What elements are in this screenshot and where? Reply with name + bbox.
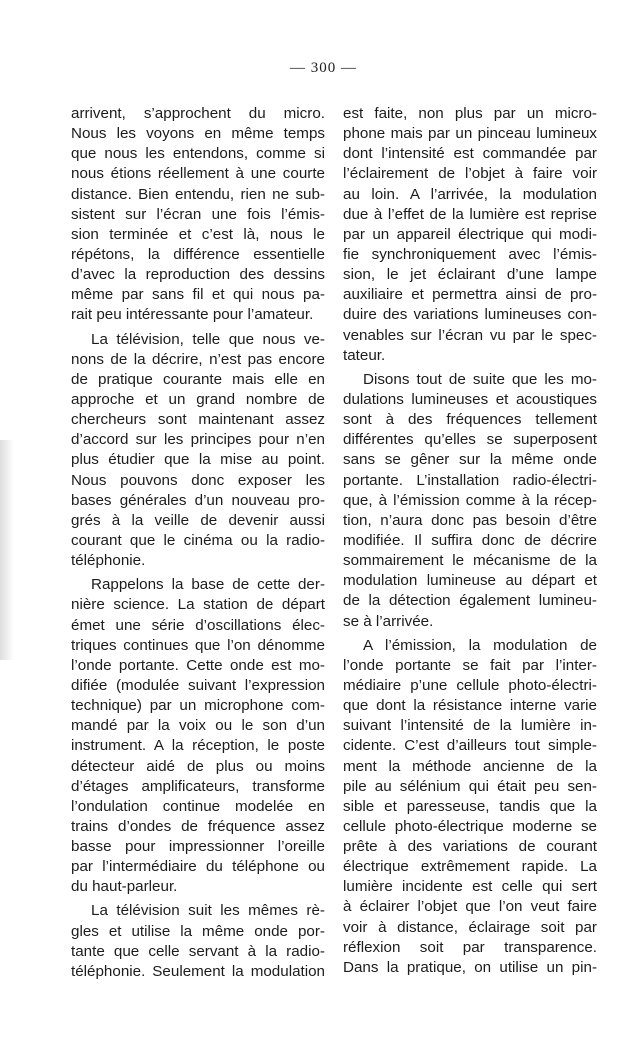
text-line: voir à distance, éclairage soit par bbox=[343, 918, 597, 936]
text-line: rait peu intéressante pour l’amateur. bbox=[71, 306, 314, 324]
page-number: — 300 — bbox=[290, 60, 357, 76]
page-edge-shadow bbox=[0, 440, 14, 660]
text-line: trains d’ondes de fréquence assez bbox=[71, 817, 325, 835]
text-line: tante que celle servant à la radio- bbox=[71, 942, 325, 960]
text-line: téléphonie. Seulement la modulation bbox=[71, 962, 325, 980]
text-line: émet une série d’oscillations élec- bbox=[71, 616, 325, 634]
text-line: portante. L’installation radio-électri- bbox=[343, 471, 597, 489]
text-line: distance. Bien entendu, rien ne sub- bbox=[71, 185, 325, 203]
text-line: sans se gêner sur la même onde bbox=[343, 451, 597, 469]
text-line: nous étions réellement à une courte bbox=[71, 165, 325, 183]
text-line: l’éclairement de l’objet à faire voir bbox=[343, 165, 597, 183]
text-line: détecteur aidé de plus ou moins bbox=[71, 757, 325, 775]
text-line: basse pour impressionner l’oreille bbox=[71, 838, 325, 856]
text-line: que nous les entendons, comme si bbox=[71, 145, 325, 163]
text-line: tion, n’aura donc pas besoin d’être bbox=[343, 511, 597, 529]
text-line: pile au sélénium qui était peu sen- bbox=[343, 777, 597, 795]
text-line: instrument. A la réception, le poste bbox=[71, 737, 325, 755]
text-line: que dont la résistance interne varie bbox=[343, 697, 597, 715]
text-line: phone mais par un pinceau lumineux bbox=[343, 125, 597, 143]
text-line: différentes qu’elles se superposent bbox=[343, 431, 597, 449]
text-line: se à l’arrivée. bbox=[343, 612, 434, 630]
text-line: arrivent, s’approchent du micro. bbox=[71, 105, 325, 122]
text-line: que, à l’émission comme à la récep- bbox=[343, 491, 597, 509]
text-line: prête à des variations de courant bbox=[343, 838, 597, 856]
text-line: d’avec la reproduction des dessins bbox=[71, 266, 325, 284]
text-line: sible et paresseuse, tandis que la bbox=[343, 797, 597, 815]
text-line: venables sur l’écran vu par le spec- bbox=[343, 326, 597, 344]
text-line: grés à la veille de devenir aussi bbox=[71, 511, 325, 529]
text-line: l’onde portante. Cette onde est mo- bbox=[71, 656, 325, 674]
text-line: technique) par un microphone com- bbox=[71, 697, 325, 715]
text-line: cidente. C’est d’ailleurs tout simple- bbox=[343, 737, 597, 755]
text-line: sommairement le mécanisme de la bbox=[343, 552, 597, 570]
text-line: chercheurs sont maintenant assez bbox=[71, 411, 325, 429]
text-line: Nous pouvons donc exposer les bbox=[71, 471, 325, 489]
text-line: lumière incidente est celle qui sert bbox=[343, 878, 597, 896]
right-column bbox=[343, 104, 597, 978]
text-line: répétons, la différence essentielle bbox=[71, 245, 325, 263]
text-line: nons de la décrire, n’est pas encore bbox=[71, 350, 325, 368]
text-line: même par sans fil et qui nous pa- bbox=[71, 286, 325, 304]
text-line: auxiliaire et permettra ainsi de pro- bbox=[343, 286, 597, 304]
left-column bbox=[71, 104, 325, 982]
text-line: sion, le jet éclairant d’une lampe bbox=[343, 266, 597, 284]
text-line: due à l’effet de la lumière est reprise bbox=[343, 205, 597, 223]
text-line: courant que le cinéma ou la radio- bbox=[71, 531, 325, 549]
text-line: suivant l’intensité de la lumière in- bbox=[343, 717, 597, 735]
text-line: l’onde portante se fait par l’inter- bbox=[343, 656, 597, 674]
text-line: sion terminée et c’est là, nous le bbox=[71, 225, 325, 243]
text-line: triques continues que l’on dénomme bbox=[71, 636, 325, 654]
text-line: de pratique courante mais elle en bbox=[71, 370, 325, 388]
text-line: nière science. La station de départ bbox=[71, 596, 325, 614]
text-line: est faite, non plus par un micro- bbox=[343, 105, 597, 122]
text-line: cellule photo-électrique moderne se bbox=[343, 817, 597, 835]
text-line: ment la méthode ancienne de la bbox=[343, 757, 597, 775]
text-line: tateur. bbox=[343, 346, 386, 364]
text-line: de la détection également lumineu- bbox=[343, 592, 597, 610]
paragraph bbox=[343, 370, 597, 632]
text-line: par un appareil électrique qui modi- bbox=[343, 225, 597, 243]
paragraph bbox=[343, 104, 597, 366]
text-line: sistent sur l’écran une fois l’émis- bbox=[71, 205, 325, 223]
text-line: La télévision, telle que nous ve- bbox=[91, 330, 325, 348]
text-line: l’ondulation continue modelée en bbox=[71, 797, 325, 815]
text-line: médiaire p’une cellule photo-électri- bbox=[343, 676, 597, 694]
text-line: approche et un grand nombre de bbox=[71, 390, 325, 408]
text-line: dont l’intensité est commandée par bbox=[343, 145, 597, 163]
paragraph bbox=[71, 104, 325, 326]
paragraph bbox=[343, 636, 597, 978]
text-line: Dans la pratique, on utilise un pin- bbox=[343, 958, 597, 976]
paragraph bbox=[71, 901, 325, 982]
text-line: Nous les voyons en même temps bbox=[71, 125, 325, 143]
paragraph bbox=[71, 330, 325, 572]
text-line: dulations lumineuses et acoustiques bbox=[343, 390, 597, 408]
text-line: au loin. A l’arrivée, la modulation bbox=[343, 185, 597, 203]
paragraph bbox=[71, 575, 325, 897]
text-line: gles et utilise la même onde por- bbox=[71, 922, 325, 940]
text-line: plus étudier que la mise au point. bbox=[71, 451, 325, 469]
text-line: électrique extrêmement rapide. La bbox=[343, 858, 597, 876]
text-line: modulation lumineuse au départ et bbox=[343, 572, 597, 590]
text-line: mandé par la voix ou le son d’un bbox=[71, 717, 325, 735]
text-line: duire des variations lumineuses con- bbox=[343, 306, 597, 324]
text-line: d’accord sur les principes pour n’en bbox=[71, 431, 325, 449]
text-line: fie synchroniquement avec l’émis- bbox=[343, 245, 597, 263]
text-line: Rappelons la base de cette der- bbox=[91, 576, 325, 594]
text-line: d’étages amplificateurs, transforme bbox=[71, 777, 325, 795]
text-line: La télévision suit les mêmes rè- bbox=[91, 902, 325, 920]
text-line: téléphonie. bbox=[71, 552, 146, 570]
text-line: réflexion soit par transparence. bbox=[343, 938, 597, 956]
text-line: sont à des fréquences tellement bbox=[343, 411, 597, 429]
text-line: du haut-parleur. bbox=[71, 878, 178, 896]
text-line: difiée (modulée suivant l’expression bbox=[71, 676, 325, 694]
text-line: Disons tout de suite que les mo- bbox=[363, 370, 597, 388]
text-line: à éclairer l’objet que l’on veut faire bbox=[343, 898, 597, 916]
text-line: par l’intermédiaire du téléphone ou bbox=[71, 858, 325, 876]
text-line: bases générales d’un nouveau pro- bbox=[71, 491, 325, 509]
text-line: A l’émission, la modulation de bbox=[363, 636, 597, 654]
text-line: modifiée. Il suffira donc de décrire bbox=[343, 531, 597, 549]
